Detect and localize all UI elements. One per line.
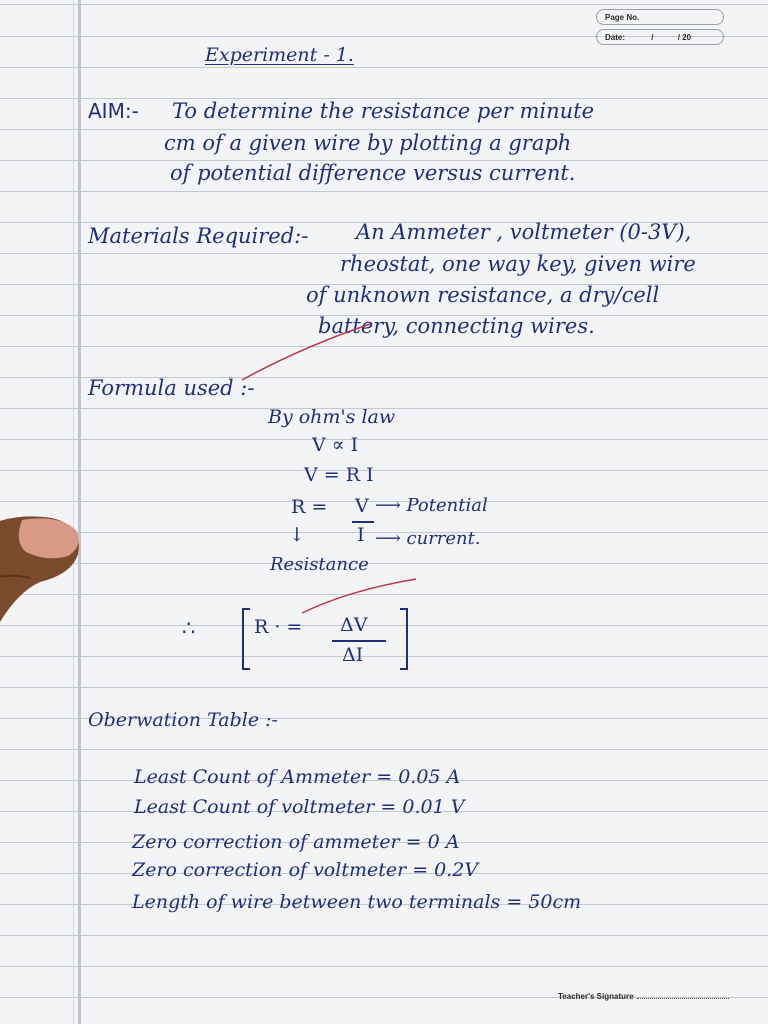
observation-row: Least Count of voltmeter = 0.01 V	[134, 796, 465, 818]
signature-line	[637, 998, 729, 999]
teacher-signature	[558, 992, 729, 1001]
left-bracket	[242, 608, 250, 670]
observation-row: Zero correction of ammeter = 0 A	[132, 831, 460, 853]
proportionality: V ∝ I	[312, 434, 359, 456]
date-separator: /	[651, 33, 654, 42]
right-bracket	[400, 608, 408, 670]
materials-line-4: battery, connecting wires.	[318, 314, 595, 338]
thumb-image	[0, 512, 80, 660]
final-formula-denominator: ΔI	[342, 644, 364, 666]
potential-note: ⟶ Potential	[375, 495, 488, 516]
date-year: / 20	[677, 33, 692, 42]
resistance-arrow: ↓	[289, 524, 305, 546]
ohms-law-heading: By ohm's law	[268, 406, 396, 428]
final-formula-numerator: ΔV	[340, 614, 368, 636]
date-field	[596, 29, 724, 45]
resistance-lhs: R =	[291, 496, 328, 518]
materials-label: Materials Required:-	[88, 224, 309, 248]
observation-row: Length of wire between two terminals = 50cm	[132, 891, 582, 913]
final-fraction-bar	[332, 640, 386, 642]
current-note: ⟶ current.	[375, 528, 481, 549]
therefore-symbol: ∴	[182, 616, 196, 640]
resistance-denominator: I	[357, 524, 365, 546]
page-number-field	[596, 9, 724, 25]
red-correction-stroke-1	[240, 318, 380, 388]
materials-line-1: An Ammeter , voltmeter (0-3V),	[356, 220, 692, 244]
final-formula-lhs: R · =	[254, 616, 303, 638]
observation-label: Oberwation Table :-	[88, 709, 278, 731]
page-number-label: Page No.	[605, 13, 640, 22]
ohms-equation: V = R I	[304, 464, 374, 486]
aim-line-2: cm of a given wire by plotting a graph	[164, 131, 572, 155]
observation-row: Zero correction of voltmeter = 0.2V	[132, 859, 479, 881]
aim-line-3: of potential difference versus current.	[170, 161, 576, 185]
observation-row: Least Count of Ammeter = 0.05 A	[134, 766, 461, 788]
aim-line-1: To determine the resistance per minute	[172, 99, 595, 123]
aim-label: AIM:-	[88, 99, 139, 123]
resistance-numerator: V	[355, 495, 369, 517]
materials-line-2: rheostat, one way key, given wire	[340, 252, 696, 276]
resistance-fraction-bar	[352, 521, 374, 523]
materials-line-3: of unknown resistance, a dry/cell	[306, 283, 660, 307]
formula-label: Formula used :-	[88, 376, 255, 400]
experiment-title: Experiment - 1.	[205, 44, 354, 66]
date-label: Date:	[605, 33, 626, 42]
resistance-label: Resistance	[270, 554, 369, 575]
teacher-signature-label: Teacher's Signature	[558, 992, 634, 1001]
